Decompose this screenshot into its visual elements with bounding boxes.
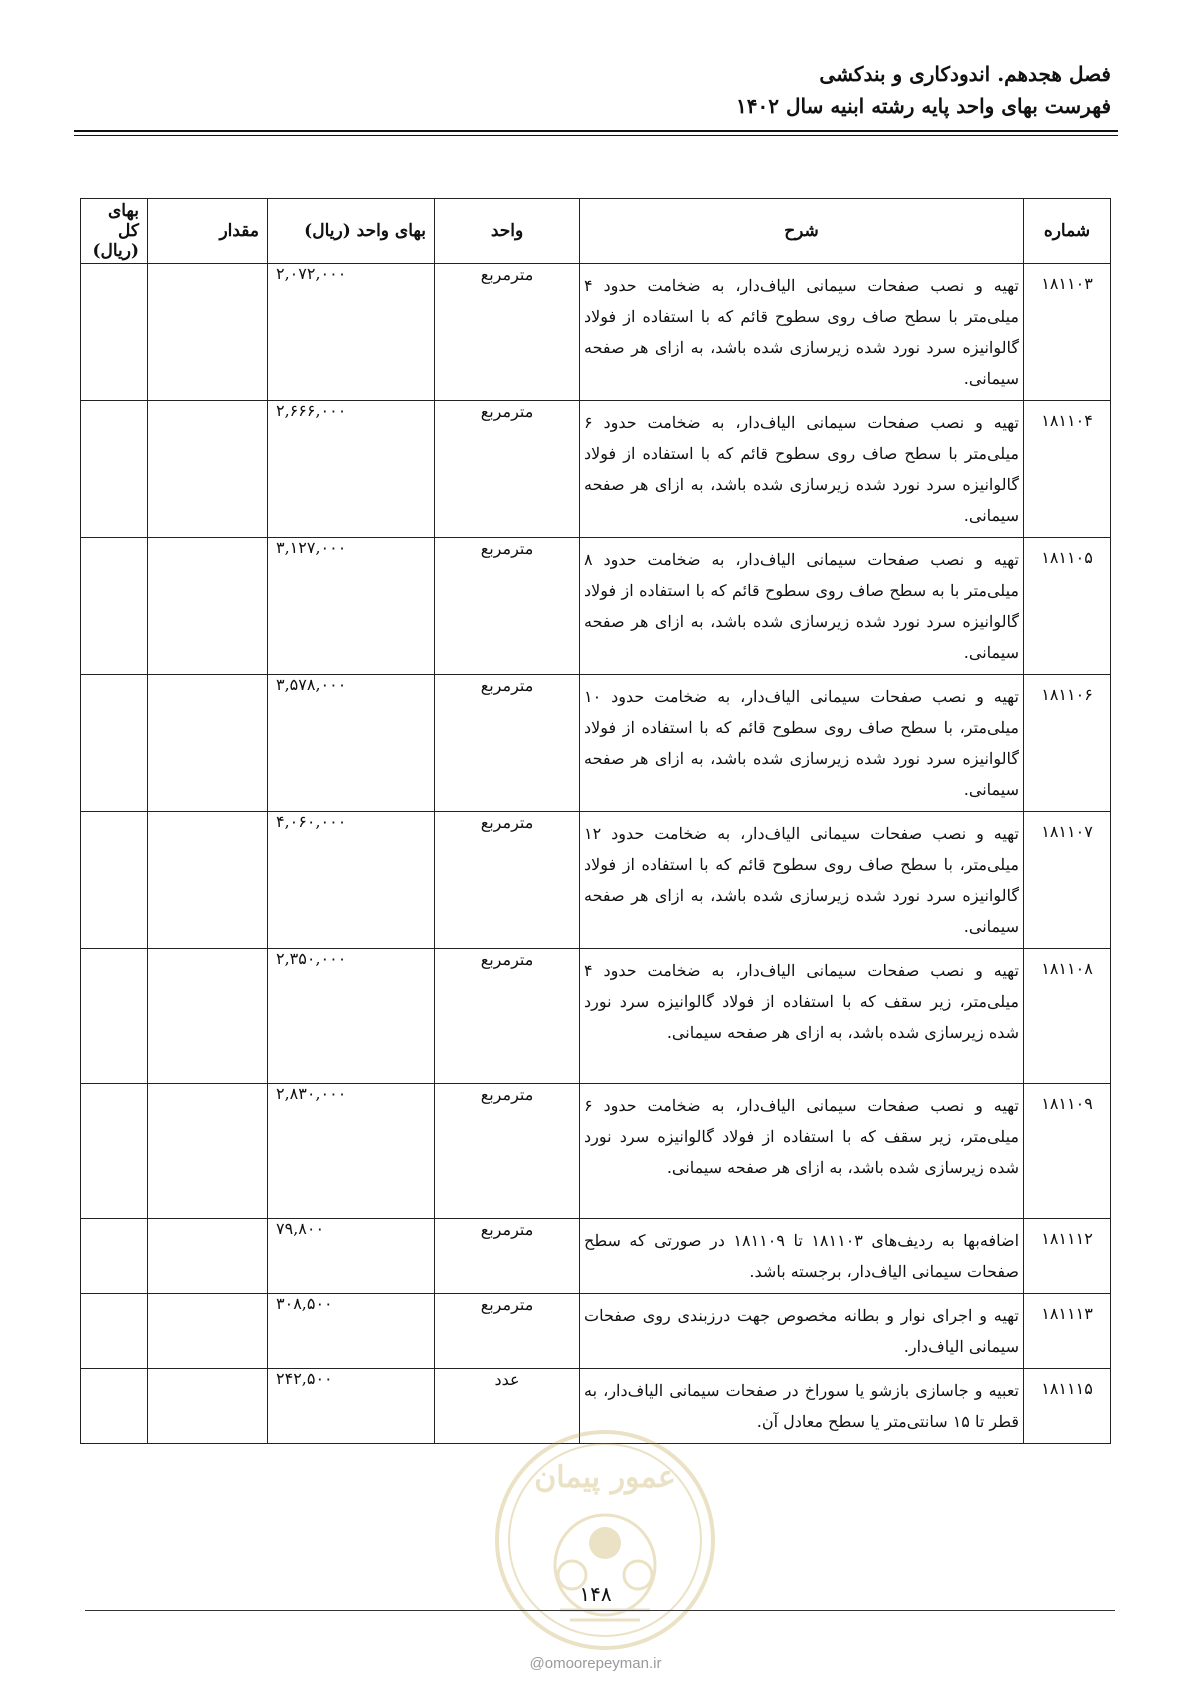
row-unit-price: ۳,۵۷۸,۰۰۰: [268, 675, 435, 812]
document-subtitle: فهرست بهای واحد پایه رشته ابنیه سال ۱۴۰۲: [736, 94, 1111, 118]
row-description: تعبیه و جاسازی بازشو یا سوراخ در صفحات سیمانی الیاف‌دار، به قطر تا ۱۵ سانتی‌متر یا سطح معادل آن.: [580, 1369, 1024, 1444]
row-quantity: [148, 812, 268, 949]
row-total-price: [81, 1219, 148, 1294]
row-quantity: [148, 1369, 268, 1444]
table-row: [81, 675, 1111, 812]
header-rule-thick: [74, 130, 1118, 132]
row-unit-price: ۲,۸۳۰,۰۰۰: [268, 1084, 435, 1219]
row-number: ۱۸۱۱۱۳: [1024, 1294, 1111, 1369]
row-unit-price: ۲,۳۵۰,۰۰۰: [268, 949, 435, 1084]
row-number: ۱۸۱۱۰۹: [1024, 1084, 1111, 1219]
row-description: تهیه و نصب صفحات سیمانی الیاف‌دار، به ضخامت حدود ۸ میلی‌متر با به سطح صاف روی سطوح قائم که با استفاده از فولاد گالوانیزه سرد نورد شده زیرسازی شده باشد، به ازای هر صفحه سیمانی.: [580, 538, 1024, 675]
row-total-price: [81, 949, 148, 1084]
seal-watermark: [490, 1425, 720, 1655]
row-unit: مترمربع: [435, 1294, 580, 1369]
row-description: تهیه و نصب صفحات سیمانی الیاف‌دار، به ضخامت حدود ۱۲ میلی‌متر، با سطح صاف روی سطوح قائم که با استفاده از فولاد گالوانیزه سرد نورد شده زیرسازی شده باشد، به ازای هر صفحه سیمانی.: [580, 812, 1024, 949]
page-number: ۱۴۸: [579, 1582, 612, 1606]
row-total-price: [81, 401, 148, 538]
table-row: [81, 538, 1111, 675]
row-quantity: [148, 1084, 268, 1219]
row-unit-price: ۷۹,۸۰۰: [268, 1219, 435, 1294]
site-watermark: @omoorepeyman.ir: [529, 1655, 662, 1672]
row-description: اضافه‌بها به ردیف‌های ۱۸۱۱۰۳ تا ۱۸۱۱۰۹ در صورتی که سطح صفحات سیمانی الیاف‌دار، برجسته باشد.: [580, 1219, 1024, 1294]
row-total-price: [81, 1294, 148, 1369]
row-unit: مترمربع: [435, 949, 580, 1084]
svg-text:عمور پیمان: عمور پیمان: [534, 1460, 676, 1495]
row-quantity: [148, 949, 268, 1084]
row-unit: مترمربع: [435, 538, 580, 675]
header-quantity: مقدار: [148, 199, 268, 264]
row-description: تهیه و اجرای نوار و بطانه مخصوص جهت درزبندی روی صفحات سیمانی الیاف‌دار.: [580, 1294, 1024, 1369]
row-total-price: [81, 812, 148, 949]
row-unit-price: ۲۴۲,۵۰۰: [268, 1369, 435, 1444]
row-number: ۱۸۱۱۰۵: [1024, 538, 1111, 675]
row-unit: مترمربع: [435, 675, 580, 812]
row-description: تهیه و نصب صفحات سیمانی الیاف‌دار، به ضخامت حدود ۱۰ میلی‌متر، با سطح صاف روی سطوح قائم که با استفاده از فولاد گالوانیزه سرد نورد شده زیرسازی شده باشد، به ازای هر صفحه سیمانی.: [580, 675, 1024, 812]
table-row: [81, 1294, 1111, 1369]
table-row: [81, 949, 1111, 1084]
row-quantity: [148, 675, 268, 812]
header-unit-price: بهای واحد (ریال): [268, 199, 435, 264]
table-body: [81, 264, 1111, 1444]
row-unit-price: ۴,۰۶۰,۰۰۰: [268, 812, 435, 949]
page-header: [736, 58, 1111, 122]
header-total-price: بهای کل (ریال): [81, 199, 148, 264]
row-unit-price: ۲,۶۶۶,۰۰۰: [268, 401, 435, 538]
row-total-price: [81, 1369, 148, 1444]
header-description: شرح: [580, 199, 1024, 264]
row-number: ۱۸۱۱۱۲: [1024, 1219, 1111, 1294]
row-number: ۱۸۱۱۱۵: [1024, 1369, 1111, 1444]
row-quantity: [148, 1294, 268, 1369]
row-total-price: [81, 1084, 148, 1219]
row-quantity: [148, 264, 268, 401]
table-header-row: [81, 199, 1111, 264]
row-unit: مترمربع: [435, 1219, 580, 1294]
header-number: شماره: [1024, 199, 1111, 264]
row-quantity: [148, 401, 268, 538]
row-unit-price: ۳,۱۲۷,۰۰۰: [268, 538, 435, 675]
row-unit-price: ۲,۰۷۲,۰۰۰: [268, 264, 435, 401]
row-number: ۱۸۱۱۰۶: [1024, 675, 1111, 812]
row-unit: مترمربع: [435, 264, 580, 401]
row-number: ۱۸۱۱۰۴: [1024, 401, 1111, 538]
row-number: ۱۸۱۱۰۷: [1024, 812, 1111, 949]
header-unit: واحد: [435, 199, 580, 264]
row-quantity: [148, 1219, 268, 1294]
row-total-price: [81, 264, 148, 401]
row-description: تهیه و نصب صفحات سیمانی الیاف‌دار، به ضخامت حدود ۴ میلی‌متر، زیر سقف که با استفاده از فولاد گالوانیزه سرد نورد شده زیرسازی شده باشد، به ازای هر صفحه سیمانی.: [580, 949, 1024, 1084]
row-number: ۱۸۱۱۰۳: [1024, 264, 1111, 401]
table-row: [81, 401, 1111, 538]
row-total-price: [81, 538, 148, 675]
table-row: [81, 264, 1111, 401]
chapter-title: فصل هجدهم. اندودکاری و بندکشی: [819, 62, 1111, 86]
row-total-price: [81, 675, 148, 812]
row-quantity: [148, 538, 268, 675]
footer-rule: [85, 1610, 1115, 1611]
row-description: تهیه و نصب صفحات سیمانی الیاف‌دار، به ضخامت حدود ۴ میلی‌متر با سطح صاف روی سطوح قائم که با استفاده از فولاد گالوانیزه سرد نورد شده زیرسازی شده باشد، به ازای هر صفحه سیمانی.: [580, 264, 1024, 401]
row-description: تهیه و نصب صفحات سیمانی الیاف‌دار، به ضخامت حدود ۶ میلی‌متر با سطح صاف روی سطوح قائم که با استفاده از فولاد گالوانیزه سرد نورد شده زیرسازی شده باشد، به ازای هر صفحه سیمانی.: [580, 401, 1024, 538]
row-unit-price: ۳۰۸,۵۰۰: [268, 1294, 435, 1369]
row-description: تهیه و نصب صفحات سیمانی الیاف‌دار، به ضخامت حدود ۶ میلی‌متر، زیر سقف که با استفاده از فولاد گالوانیزه سرد نورد شده زیرسازی شده باشد، به ازای هر صفحه سیمانی.: [580, 1084, 1024, 1219]
row-number: ۱۸۱۱۰۸: [1024, 949, 1111, 1084]
price-list-table: [80, 198, 1111, 1444]
header-rule-thin: [74, 135, 1118, 136]
table-row: [81, 1219, 1111, 1294]
table-row: [81, 812, 1111, 949]
table-row: [81, 1084, 1111, 1219]
row-unit: مترمربع: [435, 1084, 580, 1219]
row-unit: مترمربع: [435, 812, 580, 949]
row-unit: مترمربع: [435, 401, 580, 538]
row-unit: عدد: [435, 1369, 580, 1444]
